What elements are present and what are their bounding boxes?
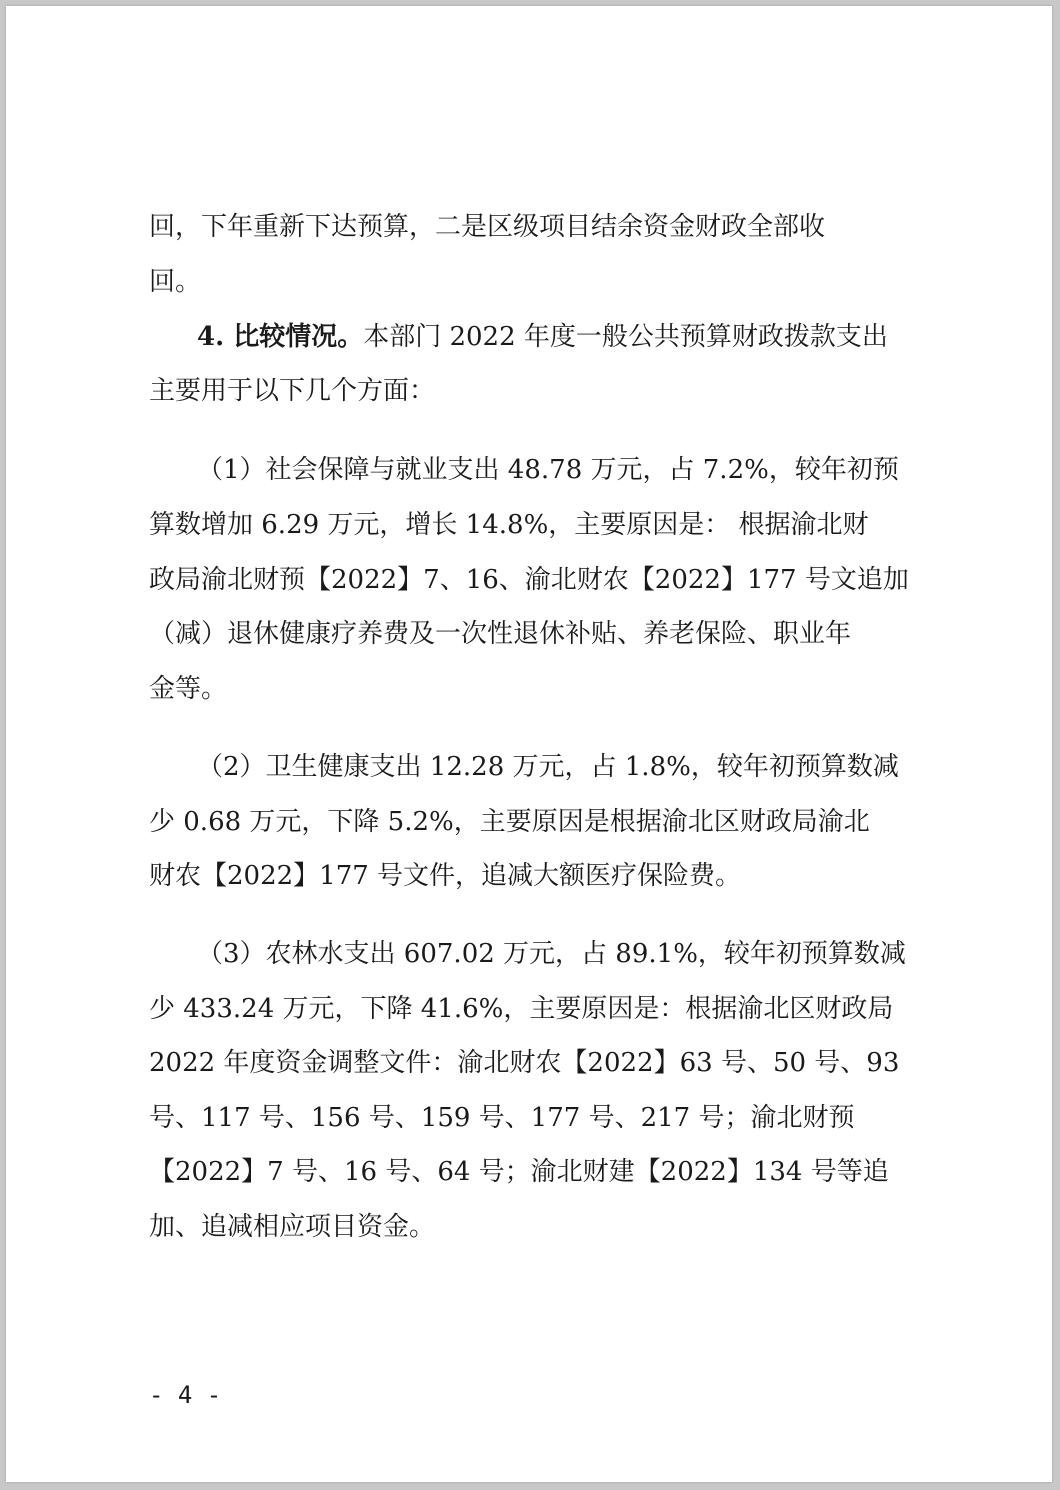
paragraph-line: 少 433.24 万元，下降 41.6%，主要原因是：根据渝北区财政局 (149, 994, 894, 1024)
paragraph-line: （3）农林水支出 607.02 万元，占 89.1%，较年初预算数减 (197, 939, 906, 969)
paragraph-line: 算数增加 6.29 万元，增长 14.8%，主要原因是： 根据渝北财 (149, 510, 869, 540)
paragraph-line: 回，下年重新下达预算，二是区级项目结余资金财政全部收 (149, 212, 826, 242)
section-heading: 4. 比较情况。 (197, 322, 364, 352)
paragraph-line: （2）卫生健康支出 12.28 万元，占 1.8%，较年初预算数减 (197, 752, 899, 782)
paragraph-line: 回。 (149, 267, 202, 297)
paragraph-line: 2022 年度资金调整文件：渝北财农【2022】63 号、50 号、93 (149, 1048, 900, 1078)
paragraph-line: 财农【2022】177 号文件，追减大额医疗保险费。 (149, 861, 742, 891)
paragraph-line: 金等。 (149, 674, 228, 704)
paragraph-line: 【2022】7 号、16 号、64 号；渝北财建【2022】134 号等追 (149, 1157, 889, 1187)
paragraph-line: 政局渝北财预【2022】7、16、渝北财农【2022】177 号文追加 (149, 565, 909, 595)
paragraph-line: （减）退休健康疗养费及一次性退休补贴、养老保险、职业年 (149, 619, 852, 649)
paragraph-line: （1）社会保障与就业支出 48.78 万元，占 7.2%，较年初预 (197, 455, 899, 485)
document-page (6, 6, 1052, 1482)
section-heading-text: 本部门 2022 年度一般公共预算财政拨款支出 (363, 322, 888, 352)
paragraph-line: 加、追减相应项目资金。 (149, 1212, 436, 1242)
paragraph-line: 主要用于以下几个方面： (149, 376, 436, 406)
paragraph-line: 号、117 号、156 号、159 号、177 号、217 号；渝北财预 (149, 1103, 855, 1133)
section-heading-line (197, 321, 888, 353)
paragraph-line: 少 0.68 万元，下降 5.2%，主要原因是根据渝北区财政局渝北 (149, 807, 870, 837)
page-number: - 4 - (149, 1381, 222, 1409)
